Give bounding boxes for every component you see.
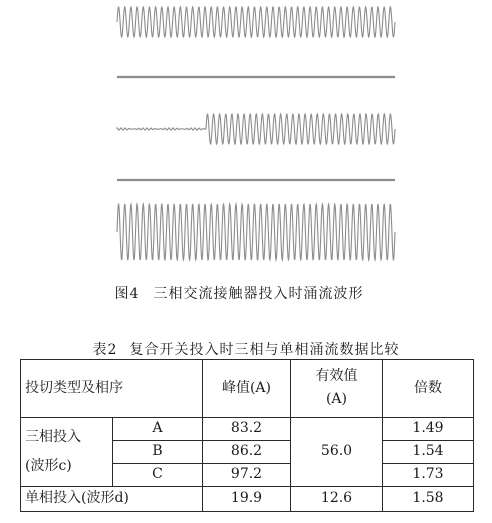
three-phase-label-cell (21, 417, 113, 486)
peak-cell: 86.2 (203, 440, 291, 463)
sine-trace-line (117, 7, 395, 37)
ratio-cell: 1.49 (383, 417, 474, 440)
ratio-cell: 1.73 (383, 463, 474, 486)
header-ratio: 倍数 (383, 360, 474, 418)
header-type-phase: 投切类型及相序 (21, 360, 203, 418)
single-peak-cell: 19.9 (203, 486, 291, 511)
table-caption (0, 339, 492, 359)
sine-trace-line (117, 204, 395, 260)
table-label: 表2 (92, 342, 118, 358)
figure-caption (0, 283, 492, 303)
inrush-data-table (20, 359, 474, 512)
phase-cell: A (113, 417, 203, 440)
table-row (21, 417, 474, 440)
peak-cell: 97.2 (203, 463, 291, 486)
figure-label: 图4 (114, 286, 140, 302)
header-rms-line1: 有效值 (315, 368, 358, 385)
single-phase-label: 单相投入(波形d) (21, 486, 203, 511)
phase-cell: B (113, 440, 203, 463)
waveform-trace-2 (117, 114, 395, 144)
table-header-row (21, 360, 474, 418)
sine-trace-line (117, 114, 395, 144)
three-phase-label-line2: (波形c) (25, 457, 72, 474)
table-row-single-phase (21, 486, 474, 511)
header-rms-line2: (A) (325, 391, 348, 408)
phase-cell: C (113, 463, 203, 486)
three-phase-rms-cell: 56.0 (291, 417, 383, 486)
peak-cell: 83.2 (203, 417, 291, 440)
three-phase-label-line1: 三相投入 (25, 428, 81, 445)
figure-title: 三相交流接触器投入时涌流波形 (153, 286, 364, 302)
header-peak: 峰值(A) (203, 360, 291, 418)
header-rms (291, 360, 383, 418)
waveform-trace-3 (117, 204, 395, 260)
waveform-trace-1 (117, 7, 395, 37)
single-rms-cell: 12.6 (291, 486, 383, 511)
ratio-cell: 1.54 (383, 440, 474, 463)
single-ratio-cell: 1.58 (383, 486, 474, 511)
table-title: 复合开关投入时三相与单相涌流数据比较 (129, 342, 400, 358)
